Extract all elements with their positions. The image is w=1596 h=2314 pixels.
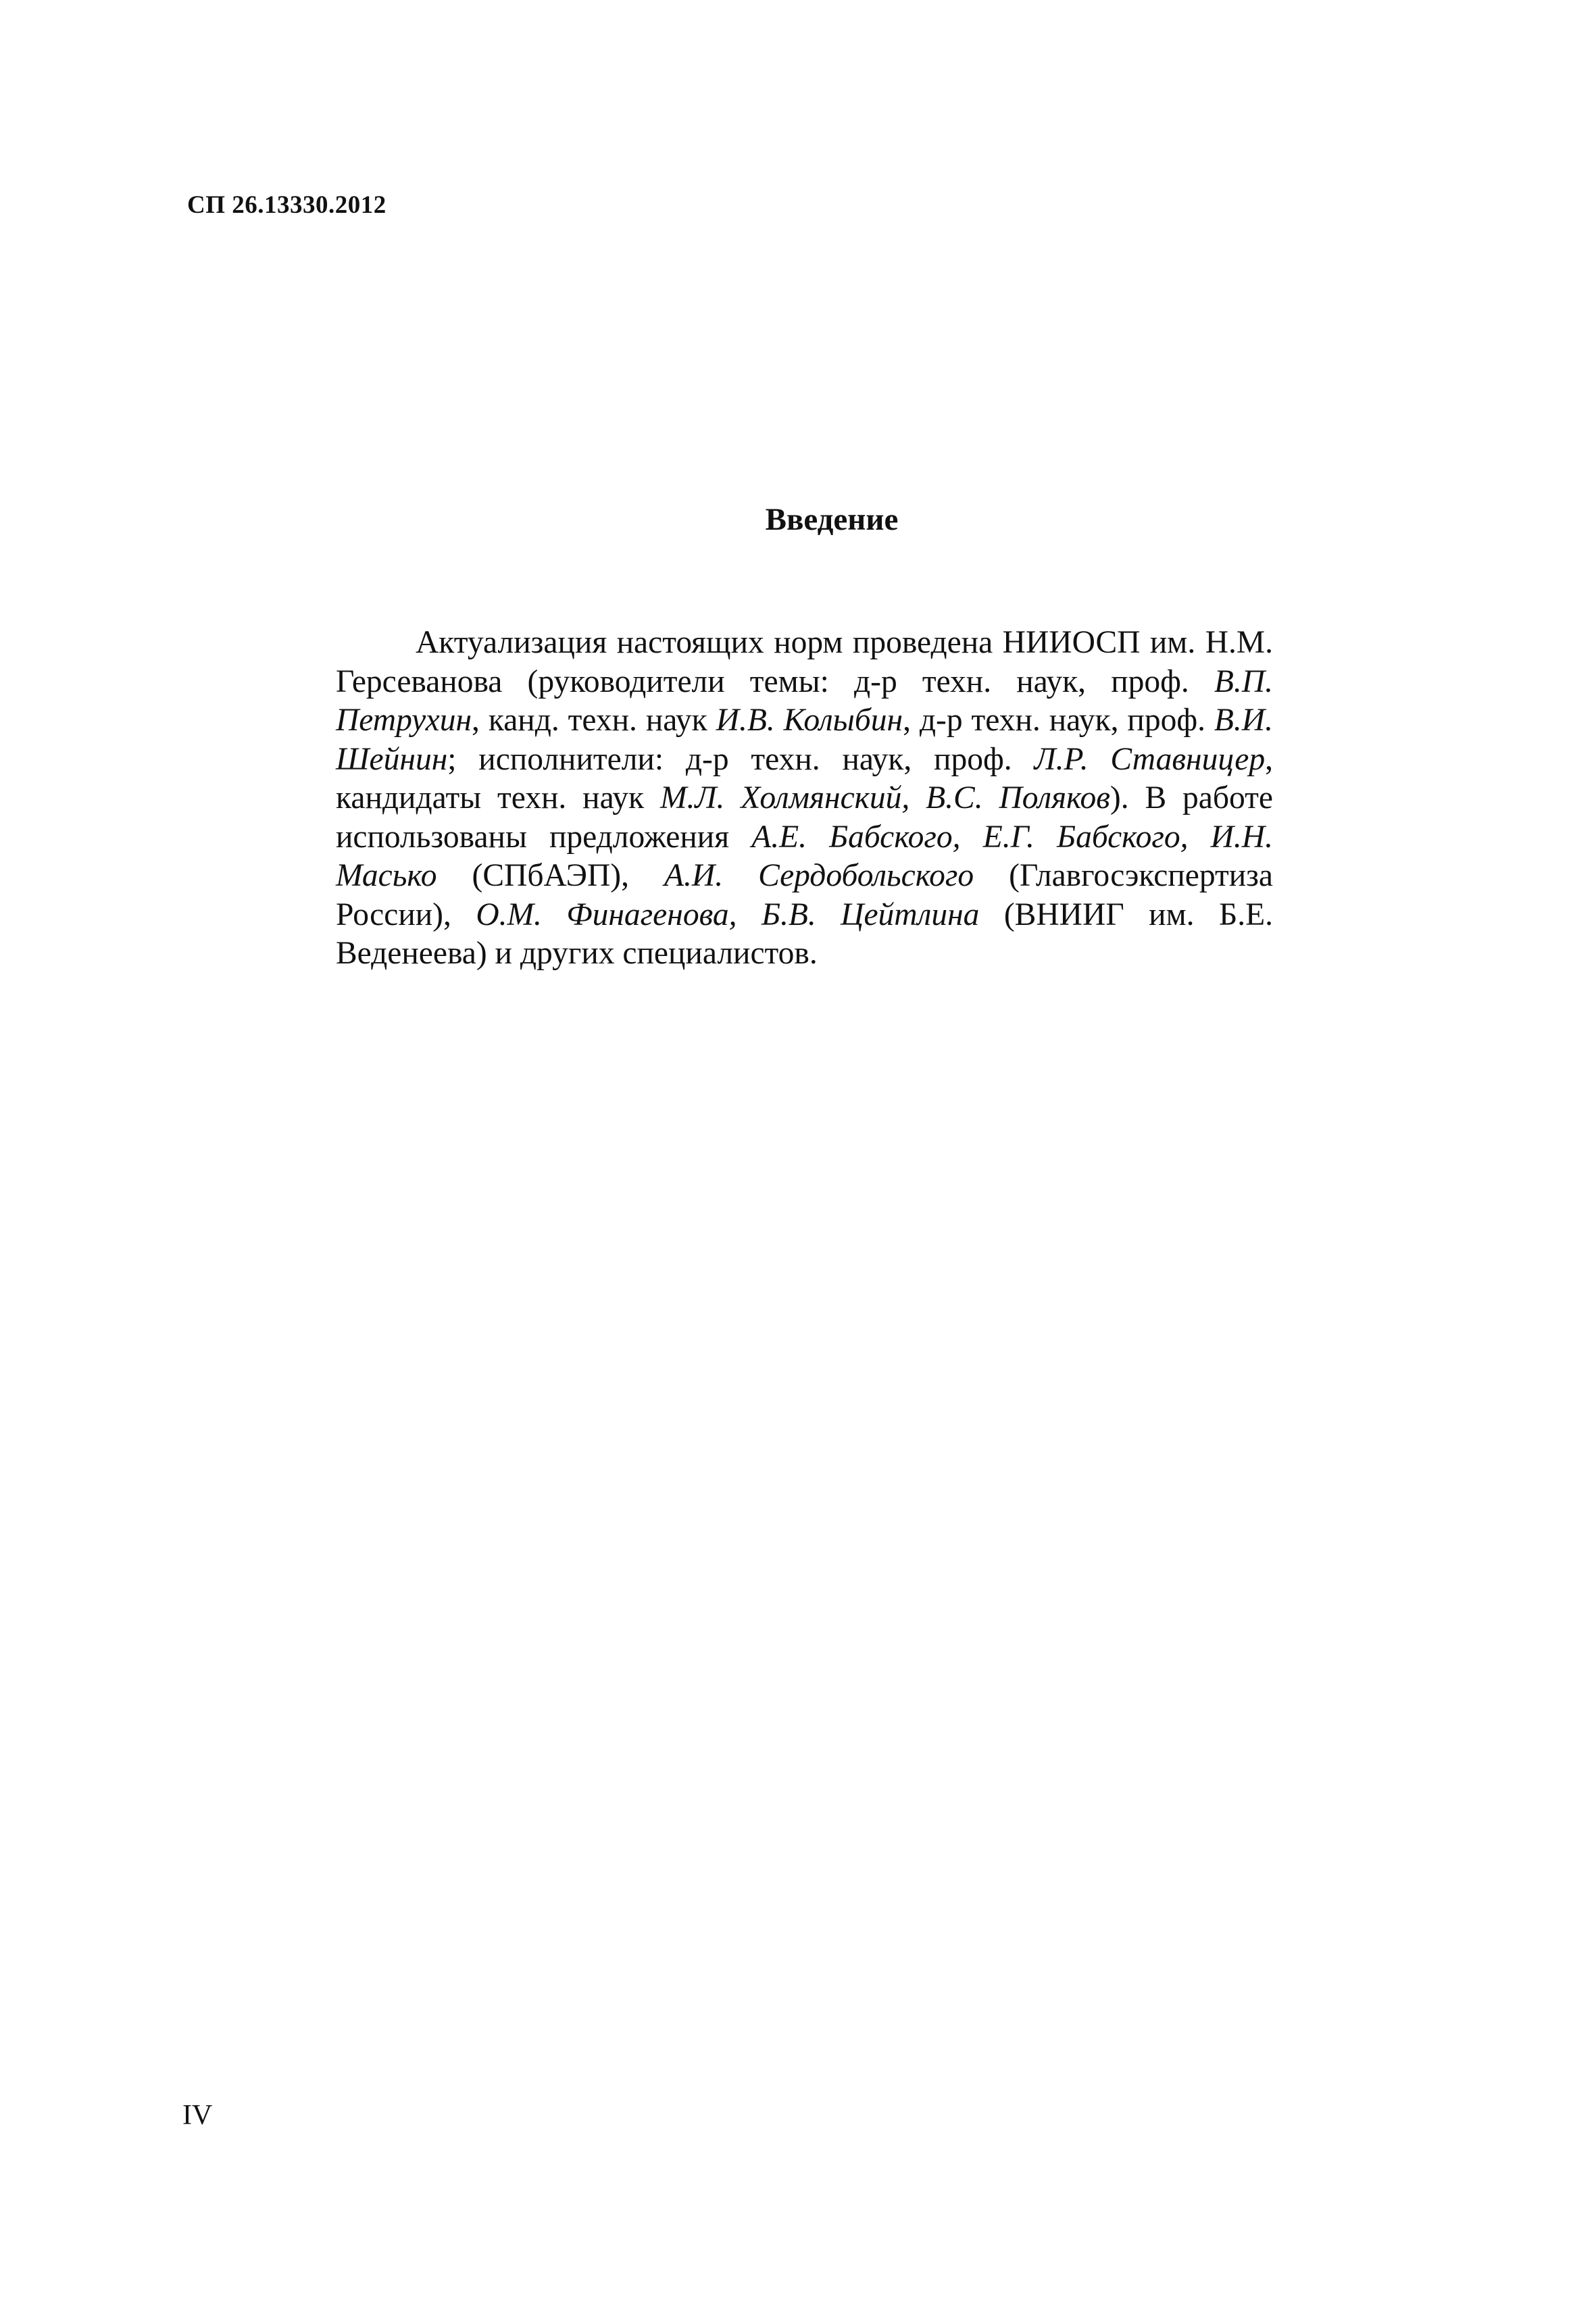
document-code: СП 26.13330.2012 — [187, 191, 386, 219]
intro-text-segment: (СПбАЭП), — [437, 858, 664, 893]
author-name: Л.Р. Ставницер — [1034, 741, 1266, 777]
intro-text-segment: (ВНИИГ им. Б.Е. Веденеева) и других специалистов. — [336, 897, 1273, 971]
intro-text-segment: Актуализация настоящих норм проведена НИИОСП им. Н.М. Герсеванова (руководители темы: д-р техн. наук, проф. — [336, 625, 1273, 699]
author-name: И.В. Колыбин — [716, 703, 903, 738]
author-name: В.П. Петрухин — [336, 663, 1273, 738]
author-name: М.Л. Холмянский, В.С. Поляков — [659, 780, 1110, 815]
intro-paragraph — [336, 624, 1273, 974]
intro-text-segment: , кандидаты техн. наук — [336, 741, 1273, 815]
intro-text-segment: , д-р техн. наук, проф. — [903, 703, 1214, 738]
author-name: В.И. Шейнин — [336, 703, 1273, 777]
author-name: О.М. Финагенова, Б.В. Цейтлина — [476, 897, 980, 932]
author-name: А.И. Сердобольского — [664, 858, 974, 893]
intro-text-segment: , канд. техн. наук — [472, 703, 716, 738]
intro-text-segment: ). В работе использованы предложения — [336, 780, 1273, 855]
intro-text-segment: (Главгосэкспертиза России), — [336, 858, 1273, 932]
page-number: IV — [182, 2100, 213, 2131]
author-name: А.Е. Бабского, Е.Г. Бабского, И.Н. Масько — [336, 819, 1273, 893]
section-title: Введение — [765, 502, 899, 537]
intro-text-segment: ; исполнители: д-р техн. наук, проф. — [447, 741, 1034, 777]
